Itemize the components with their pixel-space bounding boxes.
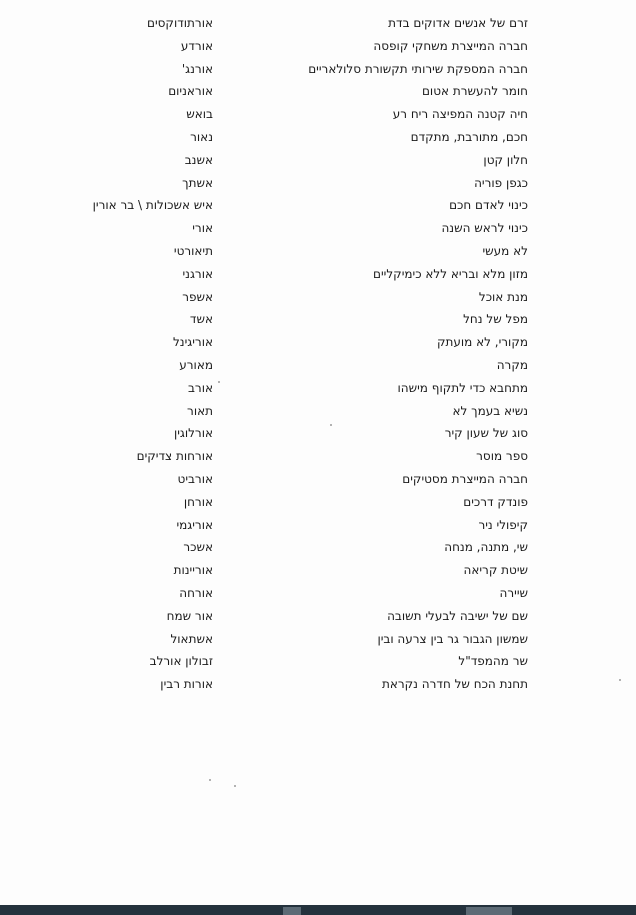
clue-text: מנת אוכל: [478, 289, 528, 304]
list-item: [0, 377, 636, 400]
clue-text: חברה המייצרת מסטיקים: [402, 471, 528, 486]
clue-text: מזון מלא ובריא ללא כימיקליים: [373, 266, 528, 281]
clue-text: תחנת הכח של חדרה נקראת: [381, 677, 528, 692]
clue-text: שי, מתנה, מנחה: [444, 540, 528, 555]
taskbar: [0, 905, 636, 915]
clue-answer-list: [0, 12, 636, 696]
list-item: [0, 536, 636, 559]
clue-text: לא מעשי: [482, 243, 528, 258]
clue-text: פונדק דרכים: [463, 494, 528, 509]
answer-text: נאור: [190, 129, 213, 144]
list-item: [0, 126, 636, 149]
list-item: [0, 400, 636, 423]
clue-text: קיפולי ניר: [478, 517, 528, 532]
clue-text: חיה קטנה המפיצה ריח רע: [392, 107, 528, 122]
answer-text: מאורע: [179, 357, 213, 372]
clue-text: נשיא בעמך לא: [452, 403, 528, 418]
answer-text: אורלוגין: [173, 426, 213, 441]
scan-speck: [209, 779, 211, 781]
clue-text: שיטת קריאה: [463, 563, 528, 578]
answer-text: אשד: [189, 312, 213, 327]
list-item: [0, 194, 636, 217]
answer-text: אורב: [187, 380, 213, 395]
list-item: [0, 582, 636, 605]
list-item: [0, 650, 636, 673]
list-item: [0, 172, 636, 195]
answer-text: תיאורטי: [173, 243, 213, 258]
clue-text: מקרה: [496, 357, 528, 372]
clue-text: מתחבא כדי לתקוף מישהו: [397, 380, 528, 395]
scan-speck: [218, 381, 220, 383]
list-item: [0, 35, 636, 58]
clue-text: ספר מוסר: [476, 449, 528, 464]
clue-text: חברה המספקת שירותי תקשורת סלולאריים: [308, 61, 528, 76]
list-item: [0, 673, 636, 696]
clue-text: מקורי, לא מועתק: [436, 335, 528, 350]
answer-text: אוריגינל: [172, 335, 213, 350]
clue-text: כינוי לראש השנה: [441, 221, 528, 236]
clue-text: סוג של שעון קיר: [444, 426, 528, 441]
answer-text: אשנב: [184, 152, 213, 167]
list-item: [0, 468, 636, 491]
answer-text: אשכר: [183, 540, 213, 555]
list-item: [0, 240, 636, 263]
answer-text: אורנג': [181, 61, 213, 76]
list-item: [0, 80, 636, 103]
answer-text: אורחות צדיקים: [136, 449, 213, 464]
answer-text: אורי: [192, 221, 213, 236]
clue-text: חומר להעשרת אטום: [421, 84, 528, 99]
answer-text: אורגני: [182, 266, 213, 281]
answer-text: אשתאול: [170, 631, 213, 646]
answer-text: אורתודוקסים: [147, 16, 213, 30]
list-item: [0, 331, 636, 354]
clue-text: שמשון הגבור גר בין צרעה ובין: [377, 631, 528, 646]
list-item: [0, 263, 636, 286]
answer-text: איש אשכולות \ בר אורין: [92, 198, 213, 213]
list-item: [0, 628, 636, 651]
list-item: [0, 286, 636, 309]
list-item: [0, 58, 636, 81]
clue-text: שם של ישיבה לבעלי תשובה: [387, 608, 528, 623]
scan-speck: [330, 424, 332, 426]
list-item: [0, 445, 636, 468]
clue-text: כינוי לאדם חכם: [449, 198, 528, 213]
list-item: [0, 354, 636, 377]
clue-text: חכם, מתורבת, מתקדם: [410, 129, 528, 144]
answer-text: תאור: [187, 403, 213, 418]
list-item: [0, 308, 636, 331]
list-item: [0, 422, 636, 445]
answer-text: אוריינות: [173, 563, 213, 578]
list-item: [0, 149, 636, 172]
answer-text: בואש: [186, 107, 213, 122]
clue-text: מפל של נחל: [463, 312, 528, 327]
answer-text: אוראניום: [168, 84, 213, 99]
list-item: [0, 559, 636, 582]
clue-text: שיירה: [499, 585, 528, 600]
list-item: [0, 217, 636, 240]
taskbar-item[interactable]: [466, 907, 512, 915]
clue-text: כגפן פוריה: [474, 175, 528, 190]
list-item: [0, 103, 636, 126]
list-item: [0, 12, 636, 35]
list-item: [0, 605, 636, 628]
list-item: [0, 514, 636, 537]
clue-text: שר מהמפד"ל: [458, 654, 528, 669]
taskbar-item[interactable]: [283, 907, 301, 915]
answer-text: אורחה: [179, 585, 213, 600]
answer-text: אשפר: [182, 289, 213, 304]
answer-text: אורחן: [183, 494, 213, 509]
answer-text: אשתך: [182, 175, 213, 190]
list-item: [0, 491, 636, 514]
clue-text: חלון קטן: [483, 152, 528, 167]
scan-speck: [234, 785, 236, 787]
answer-text: אורביט: [177, 471, 213, 486]
answer-text: זבולון אורלב: [149, 654, 213, 669]
scan-speck: [619, 679, 621, 681]
clue-text: זרם של אנשים אדוקים בדת: [388, 16, 528, 30]
answer-text: אורדע: [180, 38, 213, 53]
answer-text: אוריגמי: [176, 517, 213, 532]
clue-text: חברה המייצרת משחקי קופסה: [373, 38, 528, 53]
answer-text: אור שמח: [166, 608, 213, 623]
answer-text: אורות רבין: [160, 677, 213, 692]
